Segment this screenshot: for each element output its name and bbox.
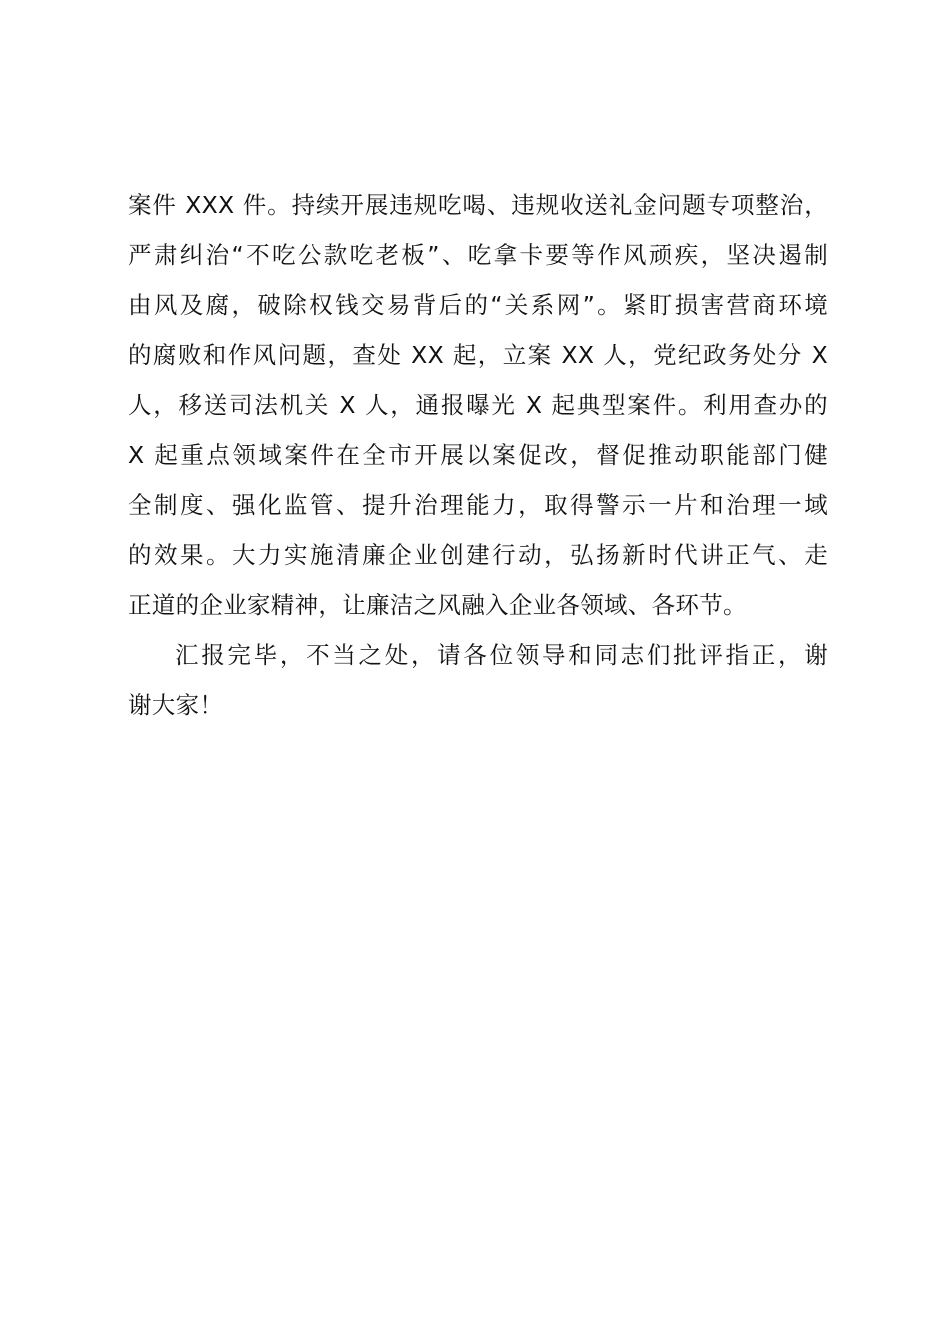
document-body: [128, 180, 828, 730]
text-line: 全制度、强化监管、提升治理能力，取得警示一片和治理一域: [128, 491, 828, 519]
text-line: 的效果。大力实施清廉企业创建行动，弘扬新时代讲正气、走: [128, 541, 828, 569]
text-line: 汇报完毕，不当之处，请各位领导和同志们批评指正，谢: [175, 641, 828, 669]
text-line: 人，移送司法机关 X 人，通报曝光 X 起典型案件。利用查办的: [128, 391, 828, 419]
text-line: X 起重点领域案件在全市开展以案促改，督促推动职能部门健: [128, 441, 828, 469]
paragraph-closing: [128, 630, 828, 730]
text-line: 由风及腐，破除权钱交易背后的“关系网”。紧盯损害营商环境: [128, 291, 828, 319]
paragraph-case-handling: [128, 180, 828, 630]
text-line: 正道的企业家精神，让廉洁之风融入企业各领域、各环节。: [128, 591, 747, 619]
text-line: 谢大家！: [128, 691, 224, 719]
text-line: 严肃纠治“不吃公款吃老板”、吃拿卡要等作风顽疾，坚决遏制: [128, 241, 828, 269]
text-line: 的腐败和作风问题，查处 XX 起，立案 XX 人，党纪政务处分 X: [128, 341, 828, 369]
text-line: 案件 XXX 件。持续开展违规吃喝、违规收送礼金问题专项整治，: [128, 191, 828, 219]
